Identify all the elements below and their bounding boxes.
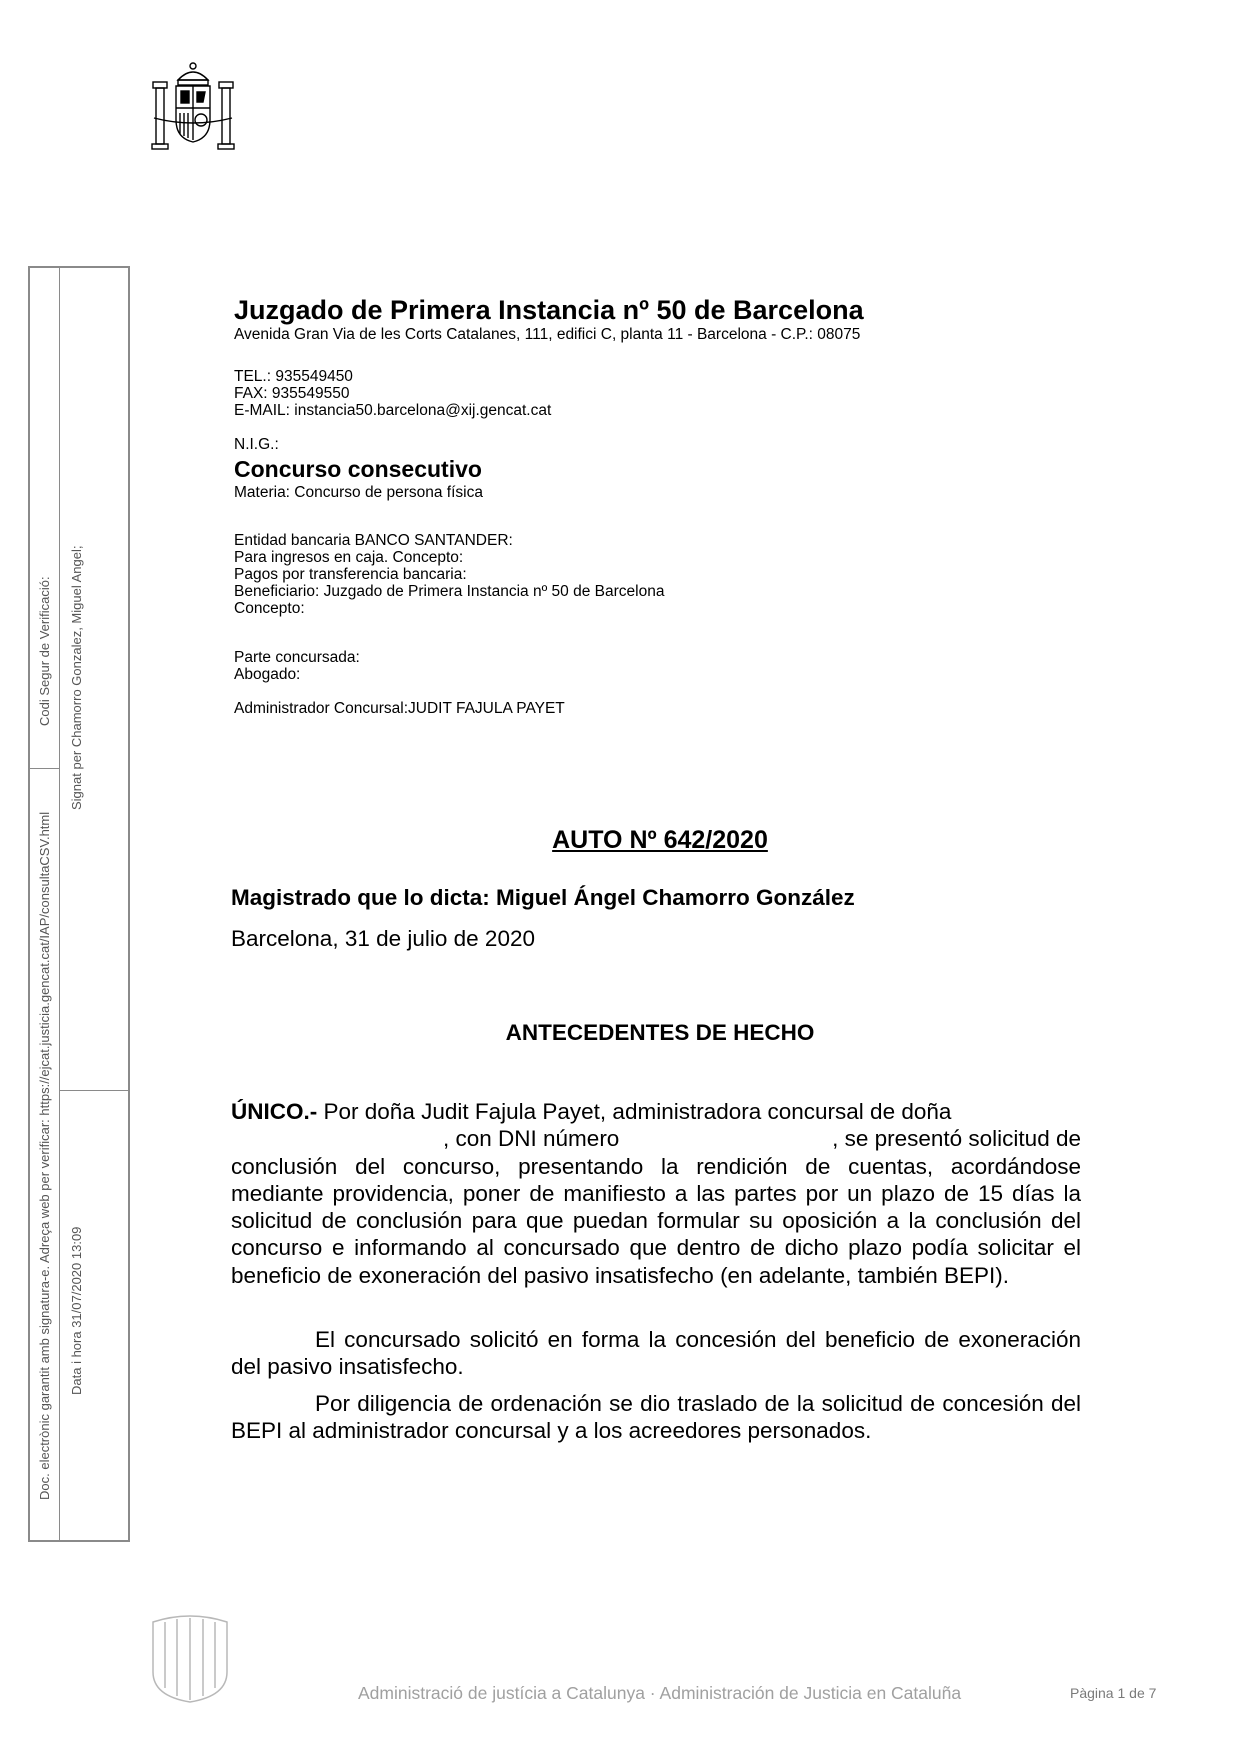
court-fax: FAX: 935549550 bbox=[234, 385, 350, 402]
bank-cash-concept: Para ingresos en caja. Concepto: bbox=[234, 549, 464, 566]
paragraph-unico bbox=[231, 1098, 1081, 1289]
court-name: Juzgado de Primera Instancia nº 50 de Barcelona bbox=[234, 295, 864, 325]
place-date: Barcelona, 31 de julio de 2020 bbox=[231, 926, 535, 951]
case-materia: Materia: Concurso de persona física bbox=[234, 484, 483, 501]
spain-coat-of-arms-icon bbox=[148, 58, 238, 154]
case-type: Concurso consecutivo bbox=[234, 456, 482, 482]
magistrate-line: Magistrado que lo dicta: Miguel Ángel Chamorro González bbox=[231, 885, 855, 910]
paragraph-2 bbox=[231, 1326, 1081, 1381]
auto-title: AUTO Nº 642/2020 bbox=[552, 826, 768, 854]
bank-entity: Entidad bancaria BANCO SANTANDER: bbox=[234, 532, 513, 549]
court-phone: TEL.: 935549450 bbox=[234, 368, 353, 385]
nig-label: N.I.G.: bbox=[234, 436, 279, 453]
paragraph-3-text: Por diligencia de ordenación se dio traslado de la solicitud de concesión del BEPI al administrador concursal y a los acreedores personados. bbox=[231, 1391, 1081, 1444]
csv-label: Codi Segur de Verificació: bbox=[37, 576, 52, 726]
bank-concept: Concepto: bbox=[234, 600, 305, 617]
unico-line2b: , se presentó solicitud de bbox=[832, 1126, 1081, 1152]
bank-beneficiary: Beneficiario: Juzgado de Primera Instancia nº 50 de Barcelona bbox=[234, 583, 665, 600]
court-address: Avenida Gran Via de les Corts Catalanes, 111, edifici C, planta 11 - Barcelona - C.P.: 08075 bbox=[234, 326, 861, 343]
paragraph-2-text: El concursado solicitó en forma la concesión del beneficio de exoneración del pasivo insatisfecho. bbox=[231, 1327, 1081, 1380]
catalonia-emblem-icon bbox=[147, 1612, 233, 1704]
footer-administration: Administració de justícia a Catalunya · Administración de Justicia en Cataluña bbox=[358, 1683, 962, 1703]
unico-line2a: , con DNI número bbox=[443, 1126, 620, 1152]
section-heading: ANTECEDENTES DE HECHO bbox=[505, 1020, 815, 1045]
bank-transfer: Pagos por transferencia bancaria: bbox=[234, 566, 467, 583]
unico-rest: conclusión del concurso, presentando la rendición de cuentas, acordándose mediante providencia, poner de manifiesto a las partes por un plazo de 15 días la solicitud de conclusión para que puedan formular su oposición a la conclusión del concurso e informando al concursado que dentro de dicho plazo podía solicitar el beneficio de exoneración del pasivo insatisfecho (en adelante, también BEPI). bbox=[231, 1153, 1081, 1288]
bankrupt-party-label: Parte concursada: bbox=[234, 649, 360, 666]
paragraph-3 bbox=[231, 1390, 1081, 1445]
signed-by: Signat per Chamorro Gonzalez, Miguel Angel; bbox=[69, 545, 84, 810]
electronic-doc-notice: Doc. electrònic garantit amb signatura-e. Adreça web per verificar: https://ejcat.justicia.gencat.cat/IAP/consultaCSV.html bbox=[37, 811, 52, 1500]
court-email: E-MAIL: instancia50.barcelona@xij.gencat.cat bbox=[234, 402, 552, 419]
unico-label: ÚNICO.- bbox=[231, 1099, 318, 1124]
administrator-label: Administrador Concursal:JUDIT FAJULA PAYET bbox=[234, 700, 565, 717]
page-number: Pàgina 1 de 7 bbox=[1070, 1685, 1157, 1701]
lawyer-label: Abogado: bbox=[234, 666, 301, 683]
signature-date: Data i hora 31/07/2020 13:09 bbox=[69, 1226, 84, 1395]
unico-line1: Por doña Judit Fajula Payet, administradora concursal de doña bbox=[323, 1099, 952, 1124]
